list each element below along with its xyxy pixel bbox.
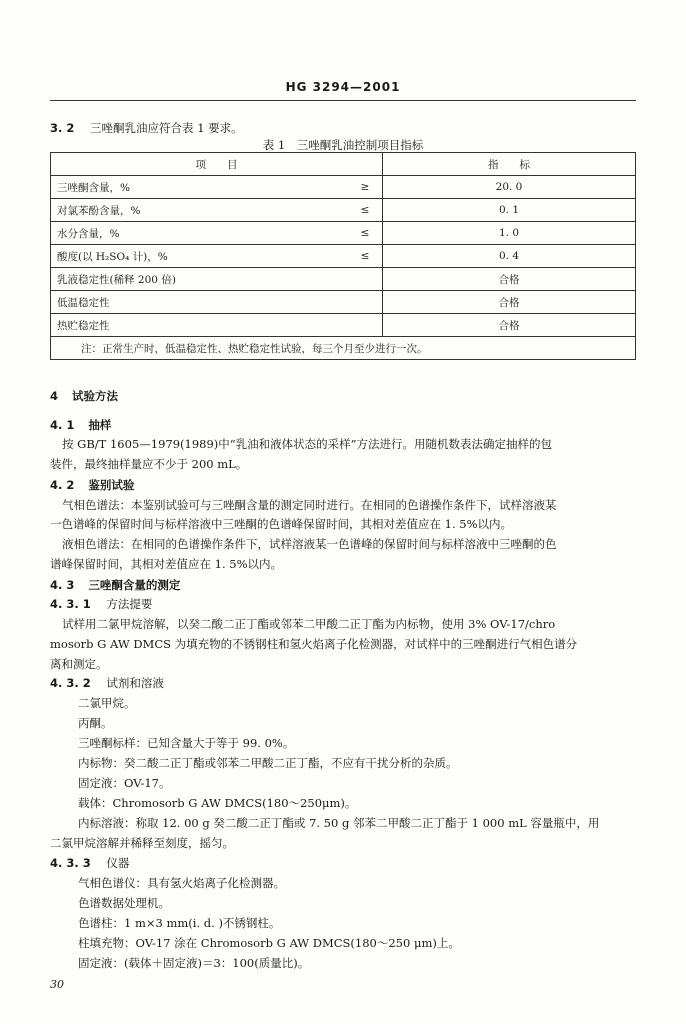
clause-4-3-heading <box>50 577 180 593</box>
paragraph-line: 装件，最终抽样量应不少于 200 mL。 <box>50 457 248 471</box>
table-row <box>51 199 636 222</box>
row-item: 热贮稳定性 <box>51 314 383 337</box>
clause-number: 4. 3 <box>50 578 75 592</box>
row-operator: ≤ <box>348 199 383 222</box>
header-rule <box>50 100 636 101</box>
list-item: 固定液：(载体＋固定液)＝3：100(质量比)。 <box>78 956 310 970</box>
row-value: 合格 <box>383 291 636 314</box>
row-value: 合格 <box>383 314 636 337</box>
section-title: 试验方法 <box>72 389 119 403</box>
row-value: 1. 0 <box>383 222 636 245</box>
paragraph-line: 按 GB/T 1605—1979(1989)中“乳油和液体状态的采样”方法进行。用随机数表法确定抽样的包 <box>62 437 553 451</box>
list-item: 色谱柱：1 m×3 mm(i. d. )不锈钢柱。 <box>78 916 281 930</box>
page-number: 30 <box>50 978 64 991</box>
clause-number: 4. 2 <box>50 478 75 492</box>
table-note: 注：正常生产时，低温稳定性、热贮稳定性试验，每三个月至少进行一次。 <box>51 337 636 360</box>
clause-text: 三唑酮乳油应符合表 1 要求。 <box>90 121 243 135</box>
list-item: 三唑酮标样：已知含量大于等于 99. 0%。 <box>78 736 295 750</box>
row-operator: ≤ <box>348 245 383 268</box>
paragraph-line: mosorb G AW DMCS 为填充物的不锈钢柱和氢火焰离子化检测器，对试样中的三唑酮进行气相色谱分 <box>50 637 578 651</box>
row-item: 水分含量，% <box>51 222 349 245</box>
header-item: 项 目 <box>51 153 383 176</box>
clause-4-1-heading <box>50 417 111 433</box>
clause-title: 鉴别试验 <box>88 478 135 492</box>
spec-table <box>50 152 636 360</box>
clause-number: 4. 3. 3 <box>50 856 91 870</box>
paragraph-line: 谱峰保留时间，其相对差值应在 1. 5%以内。 <box>50 557 283 571</box>
row-item: 低温稳定性 <box>51 291 383 314</box>
clause-number: 4. 3. 1 <box>50 597 91 611</box>
clause-3-2 <box>50 120 243 136</box>
clause-number: 4. 1 <box>50 418 75 432</box>
row-value: 0. 1 <box>383 199 636 222</box>
section-number: 4 <box>50 389 59 403</box>
clause-title: 三唑酮含量的测定 <box>88 578 181 592</box>
row-item: 酸度(以 H₂SO₄ 计)，% <box>51 245 349 268</box>
table-row <box>51 176 636 199</box>
table-header-row <box>51 153 636 176</box>
table-row <box>51 268 636 291</box>
row-operator: ≥ <box>348 176 383 199</box>
row-value: 0. 4 <box>383 245 636 268</box>
section-4-heading <box>50 388 118 404</box>
row-item: 乳液稳定性(稀释 200 倍) <box>51 268 383 291</box>
row-operator: ≤ <box>348 222 383 245</box>
row-value: 合格 <box>383 268 636 291</box>
clause-title: 方法提要 <box>106 597 153 611</box>
list-item: 色谱数据处理机。 <box>78 896 170 910</box>
clause-title: 抽样 <box>88 418 112 432</box>
list-item: 丙酮。 <box>78 716 113 730</box>
row-value: 20. 0 <box>383 176 636 199</box>
list-item: 柱填充物：OV-17 涂在 Chromosorb G AW DMCS(180～250 μm)上。 <box>78 936 460 950</box>
table-caption: 表 1 三唑酮乳油控制项目指标 <box>262 138 424 152</box>
clause-number: 4. 3. 2 <box>50 676 91 690</box>
paragraph-line: 内标溶液：称取 12. 00 g 癸二酸二正丁酯或 7. 50 g 邻苯二甲酸二正丁酯于 1 000 mL 容量瓶中，用 <box>78 816 600 830</box>
clause-number: 3. 2 <box>50 121 75 135</box>
list-item: 固定液：OV-17。 <box>78 776 171 790</box>
paragraph-line: 一色谱峰的保留时间与标样溶液中三唑酮的色谱峰保留时间，其相对差值应在 1. 5%以内。 <box>50 517 513 531</box>
table-row <box>51 314 636 337</box>
table-row <box>51 222 636 245</box>
list-item: 气相色谱仪：具有氢火焰离子化检测器。 <box>78 876 285 890</box>
paragraph-line: 二氯甲烷溶解并稀释至刻度，摇匀。 <box>50 836 234 850</box>
list-item: 载体：Chromosorb G AW DMCS(180～250μm)。 <box>78 796 357 810</box>
clause-4-2-heading <box>50 477 134 493</box>
table-row <box>51 245 636 268</box>
clause-title: 仪器 <box>106 856 130 870</box>
table-note-row <box>51 337 636 360</box>
row-item: 三唑酮含量，% <box>51 176 349 199</box>
table-row <box>51 291 636 314</box>
list-item: 内标物：癸二酸二正丁酯或邻苯二甲酸二正丁酯，不应有干扰分析的杂质。 <box>78 756 458 770</box>
clause-4-3-3-heading <box>50 855 129 871</box>
paragraph-line: 液相色谱法：在相同的色谱操作条件下，试样溶液某一色谱峰的保留时间与标样溶液中三唑酮的色 <box>62 537 557 551</box>
clause-4-3-2-heading <box>50 675 164 691</box>
paragraph-line: 气相色谱法：本鉴别试验可与三唑酮含量的测定同时进行。在相同的色谱操作条件下，试样溶液某 <box>62 498 557 512</box>
clause-title: 试剂和溶液 <box>106 676 164 690</box>
clause-4-3-1-heading <box>50 596 152 612</box>
paragraph-line: 试样用二氯甲烷溶解，以癸二酸二正丁酯或邻苯二甲酸二正丁酯为内标物，使用 3% OV-17/chro <box>62 617 556 631</box>
standard-header: HG 3294—2001 <box>285 80 401 94</box>
list-item: 二氯甲烷。 <box>78 696 136 710</box>
row-item: 对氯苯酚含量，% <box>51 199 349 222</box>
header-value: 指 标 <box>383 153 636 176</box>
paragraph-line: 离和测定。 <box>50 657 108 671</box>
